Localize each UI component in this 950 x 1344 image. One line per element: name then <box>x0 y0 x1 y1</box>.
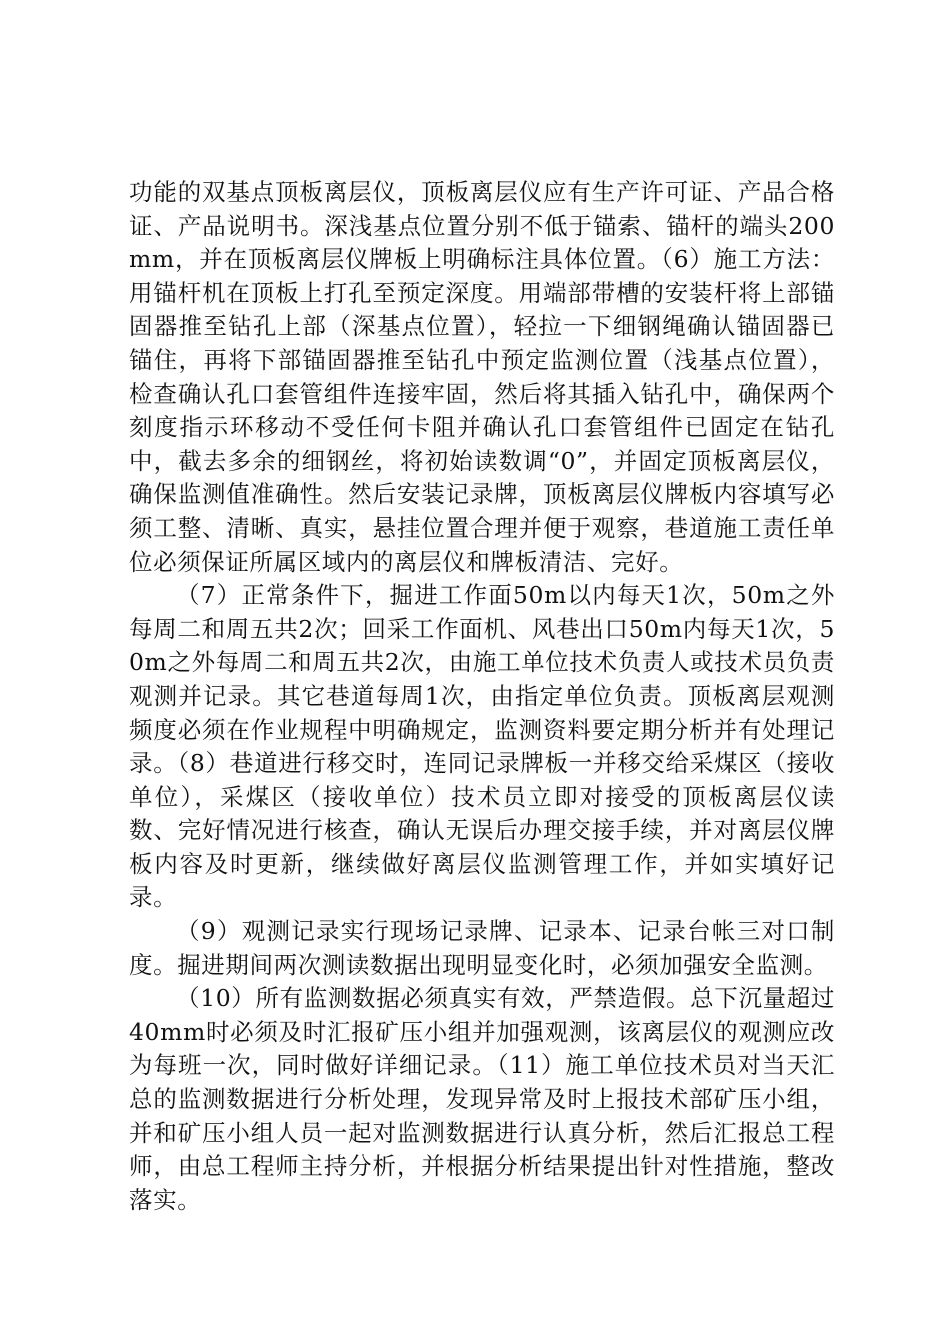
paragraph-construction-method: 功能的双基点顶板离层仪，顶板离层仪应有生产许可证、产品合格证、产品说明书。深浅基点位置分别不低于锚索、锚杆的端头200mm，并在顶板离层仪牌板上明确标注具体位置。（6）施工方法：用锚杆机在顶板上打孔至预定深度。用端部带槽的安装杆将上部锚固器推至钻孔上部（深基点位置），轻拉一下细钢绳确认锚固器已锚住，再将下部锚固器推至钻孔中预定监测位置（浅基点位置），检查确认孔口套管组件连接牢固，然后将其插入钻孔中，确保两个刻度指示环移动不受任何卡阻并确认孔口套管组件已固定在钻孔中，截去多余的细钢丝，将初始读数调“0”，并固定顶板离层仪，确保监测值准确性。然后安装记录牌，顶板离层仪牌板内容填写必须工整、清晰、真实，悬挂位置合理并便于观察，巷道施工责任单位必须保证所属区域内的离层仪和牌板清洁、完好。 <box>129 178 835 576</box>
paragraph-record-system: （9）观测记录实行现场记录牌、记录本、记录台帐三对口制度。掘进期间两次测读数据出现明显变化时，必须加强安全监测。 <box>129 917 835 979</box>
paragraph-observation-frequency: （7）正常条件下，掘进工作面50m以内每天1次，50m之外每周二和周五共2次；回采工作面机、风巷出口50m内每天1次，50m之外每周二和周五共2次，由施工单位技术负责人或技术员负责观测并记录。其它巷道每周1次，由指定单位负责。顶板离层观测频度必须在作业规程中明确规定，监测资料要定期分析并有处理记录。（8）巷道进行移交时，连同记录牌板一并移交给采煤区（接收单位），采煤区（接收单位）技术员立即对接受的顶板离层仪读数、完好情况进行核查，确认无误后办理交接手续，并对离层仪牌板内容及时更新，继续做好离层仪监测管理工作，并如实填好记录。 <box>129 581 835 912</box>
document-body <box>129 176 835 1217</box>
paragraph-data-analysis: （10）所有监测数据必须真实有效，严禁造假。总下沉量超过40mm时必须及时汇报矿压小组并加强观测，该离层仪的观测应改为每班一次，同时做好详细记录。（11）施工单位技术员对当天汇总的监测数据进行分析处理，发现异常及时上报技术部矿压小组，并和矿压小组人员一起对监测数据进行认真分析，然后汇报总工程师，由总工程师主持分析，并根据分析结果提出针对性措施，整改落实。 <box>129 984 835 1214</box>
